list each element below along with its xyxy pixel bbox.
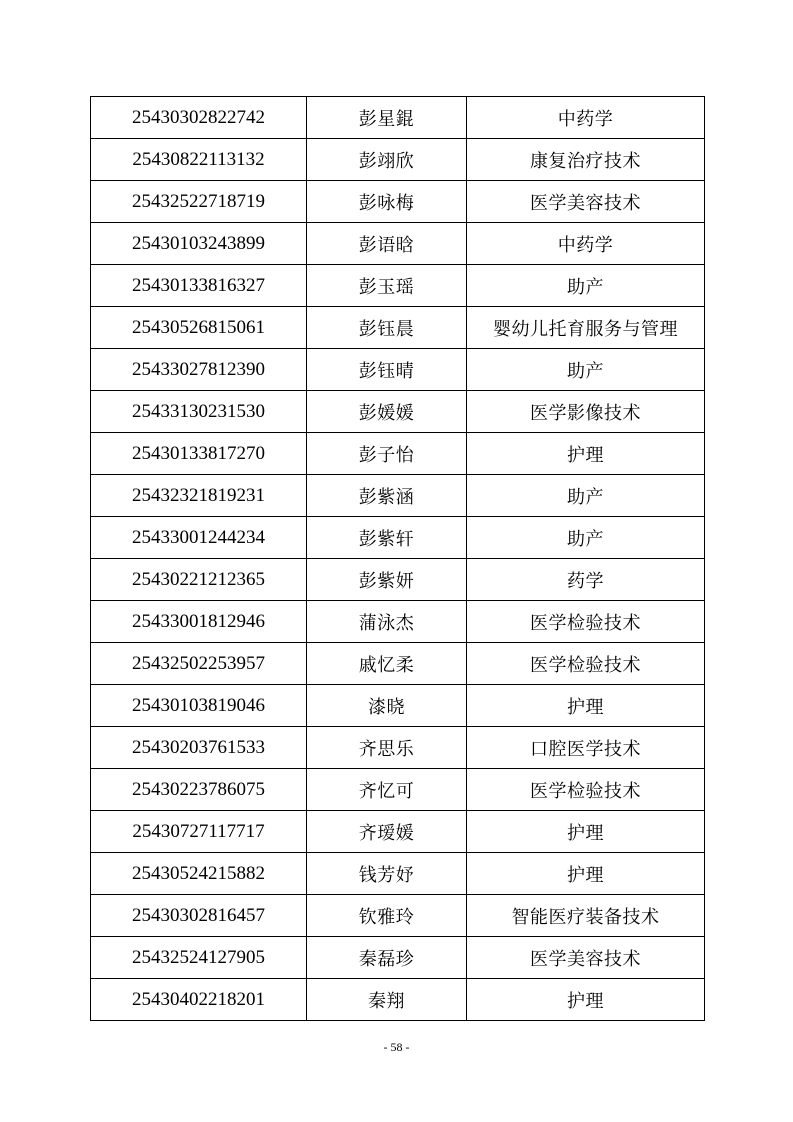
student-major-cell: 婴幼儿托育服务与管理 xyxy=(467,307,705,349)
table-row xyxy=(91,895,705,937)
table-row xyxy=(91,307,705,349)
student-name-cell: 彭玉瑶 xyxy=(307,265,467,307)
student-major-cell: 康复治疗技术 xyxy=(467,139,705,181)
student-name-cell: 彭子怡 xyxy=(307,433,467,475)
student-name-cell: 漆晓 xyxy=(307,685,467,727)
student-name-cell: 齐忆可 xyxy=(307,769,467,811)
student-major-cell: 护理 xyxy=(467,685,705,727)
student-major-cell: 助产 xyxy=(467,517,705,559)
student-name-cell: 戚忆柔 xyxy=(307,643,467,685)
student-major-cell: 护理 xyxy=(467,811,705,853)
student-major-cell: 助产 xyxy=(467,265,705,307)
student-name-cell: 彭媛媛 xyxy=(307,391,467,433)
student-id-cell: 25430103819046 xyxy=(91,685,307,727)
student-name-cell: 秦磊珍 xyxy=(307,937,467,979)
student-major-cell: 医学影像技术 xyxy=(467,391,705,433)
table-row xyxy=(91,559,705,601)
student-name-cell: 彭紫轩 xyxy=(307,517,467,559)
table-row xyxy=(91,391,705,433)
student-name-cell: 齐思乐 xyxy=(307,727,467,769)
table-row xyxy=(91,979,705,1021)
student-major-cell: 医学检验技术 xyxy=(467,601,705,643)
student-major-cell: 药学 xyxy=(467,559,705,601)
student-major-cell: 口腔医学技术 xyxy=(467,727,705,769)
student-major-cell: 医学美容技术 xyxy=(467,181,705,223)
student-name-cell: 彭星錕 xyxy=(307,97,467,139)
student-table-body xyxy=(91,97,705,1021)
student-major-cell: 助产 xyxy=(467,475,705,517)
table-row xyxy=(91,811,705,853)
table-row xyxy=(91,139,705,181)
table-row xyxy=(91,685,705,727)
student-major-cell: 中药学 xyxy=(467,97,705,139)
student-name-cell: 齐瑷媛 xyxy=(307,811,467,853)
student-id-cell: 25430133817270 xyxy=(91,433,307,475)
student-id-cell: 25432524127905 xyxy=(91,937,307,979)
student-id-cell: 25432522718719 xyxy=(91,181,307,223)
page-number: - 58 - xyxy=(383,1040,410,1054)
student-name-cell: 蒲泳杰 xyxy=(307,601,467,643)
student-name-cell: 彭紫涵 xyxy=(307,475,467,517)
student-major-cell: 助产 xyxy=(467,349,705,391)
student-id-cell: 25430103243899 xyxy=(91,223,307,265)
table-row xyxy=(91,853,705,895)
student-id-cell: 25430302816457 xyxy=(91,895,307,937)
student-id-cell: 25430302822742 xyxy=(91,97,307,139)
student-id-cell: 25433001812946 xyxy=(91,601,307,643)
student-major-cell: 医学检验技术 xyxy=(467,769,705,811)
student-major-cell: 中药学 xyxy=(467,223,705,265)
student-major-cell: 护理 xyxy=(467,433,705,475)
student-major-cell: 护理 xyxy=(467,979,705,1021)
student-id-cell: 25430727117717 xyxy=(91,811,307,853)
student-name-cell: 彭咏梅 xyxy=(307,181,467,223)
student-id-cell: 25430524215882 xyxy=(91,853,307,895)
student-id-cell: 25430223786075 xyxy=(91,769,307,811)
student-id-cell: 25430221212365 xyxy=(91,559,307,601)
student-id-cell: 25430822113132 xyxy=(91,139,307,181)
student-id-cell: 25430526815061 xyxy=(91,307,307,349)
student-table xyxy=(90,96,705,1021)
student-major-cell: 医学美容技术 xyxy=(467,937,705,979)
table-row xyxy=(91,223,705,265)
student-major-cell: 智能医疗装备技术 xyxy=(467,895,705,937)
student-id-cell: 25430203761533 xyxy=(91,727,307,769)
student-id-cell: 25432502253957 xyxy=(91,643,307,685)
table-row xyxy=(91,937,705,979)
table-row xyxy=(91,181,705,223)
student-name-cell: 彭翊欣 xyxy=(307,139,467,181)
student-name-cell: 彭钰晴 xyxy=(307,349,467,391)
student-id-cell: 25430402218201 xyxy=(91,979,307,1021)
student-id-cell: 25433001244234 xyxy=(91,517,307,559)
student-id-cell: 25432321819231 xyxy=(91,475,307,517)
student-name-cell: 秦翔 xyxy=(307,979,467,1021)
student-major-cell: 护理 xyxy=(467,853,705,895)
student-id-cell: 25433130231530 xyxy=(91,391,307,433)
table-row xyxy=(91,433,705,475)
table-row xyxy=(91,475,705,517)
table-row xyxy=(91,727,705,769)
student-name-cell: 钱芳妤 xyxy=(307,853,467,895)
student-name-cell: 彭紫妍 xyxy=(307,559,467,601)
table-row xyxy=(91,517,705,559)
table-row xyxy=(91,97,705,139)
table-row xyxy=(91,769,705,811)
student-name-cell: 钦雅玲 xyxy=(307,895,467,937)
student-name-cell: 彭语晗 xyxy=(307,223,467,265)
table-row xyxy=(91,265,705,307)
table-row xyxy=(91,349,705,391)
student-name-cell: 彭钰晨 xyxy=(307,307,467,349)
student-id-cell: 25430133816327 xyxy=(91,265,307,307)
student-id-cell: 25433027812390 xyxy=(91,349,307,391)
student-major-cell: 医学检验技术 xyxy=(467,643,705,685)
table-row xyxy=(91,601,705,643)
table-row xyxy=(91,643,705,685)
